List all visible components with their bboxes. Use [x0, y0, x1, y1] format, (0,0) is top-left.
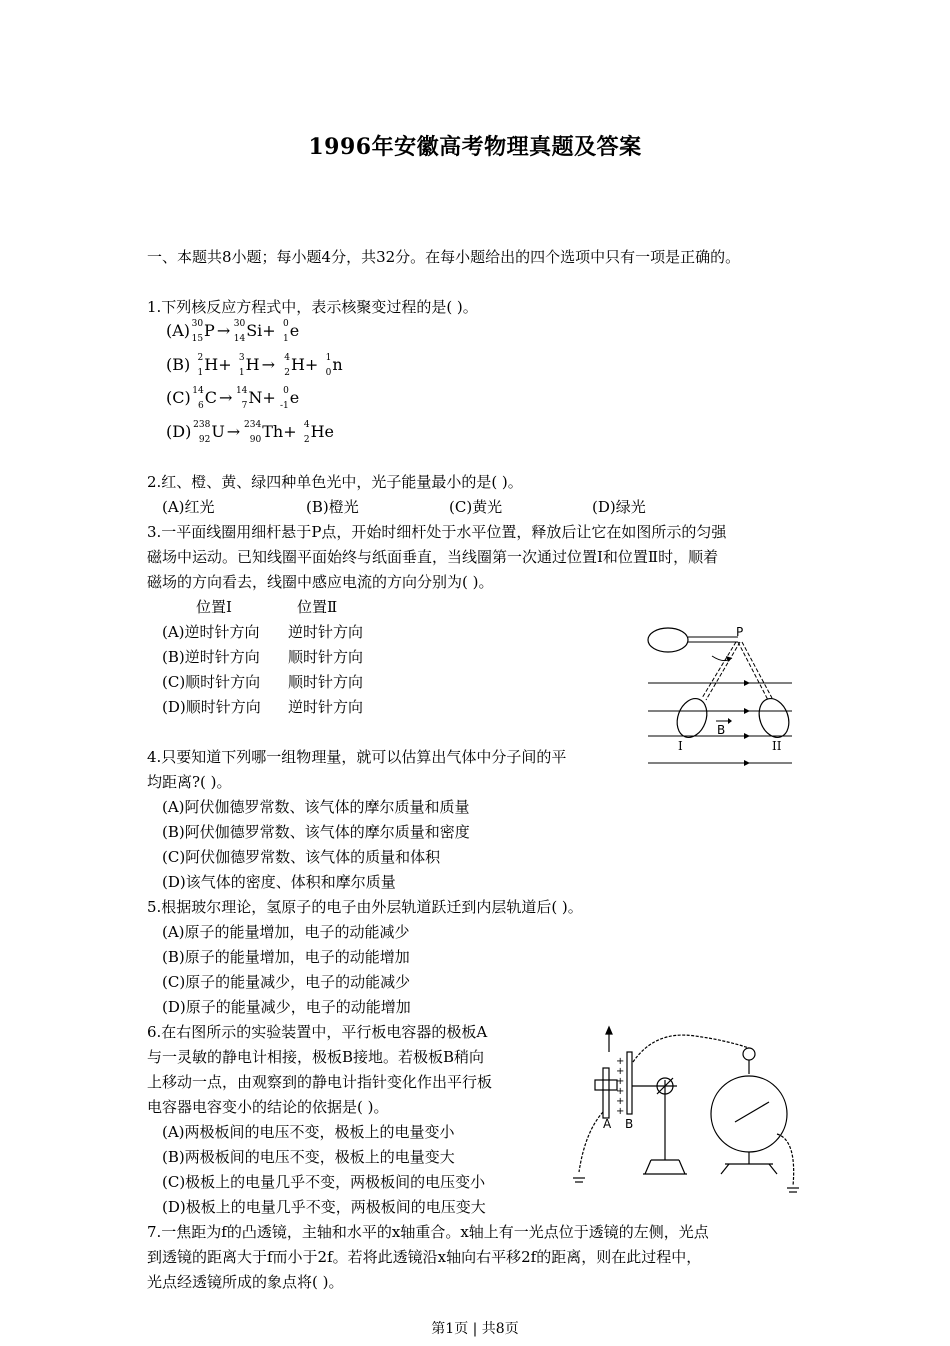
page-title: 1996年安徽高考物理真题及答案 — [308, 134, 642, 160]
element-symbol: He — [310, 422, 335, 441]
svg-text:+: + — [616, 1066, 625, 1077]
nuclide-numbers — [232, 352, 246, 378]
reaction-arrow: → — [226, 422, 241, 441]
atomic-number: -1 — [280, 400, 289, 411]
mass-number: 0 — [282, 318, 289, 329]
question-1-option-c — [166, 385, 300, 411]
mass-number: 0 — [283, 385, 289, 396]
nuclide-numbers — [318, 352, 332, 378]
figure-label-plate-a: A — [603, 1117, 612, 1131]
question-4-option-d: (D)该气体的密度、体积和摩尔质量 — [162, 873, 396, 891]
atomic-number: 0 — [325, 367, 332, 378]
nuclide-numbers — [277, 352, 291, 378]
question-4-option-a: (A)阿伏伽德罗常数、该气体的摩尔质量和质量 — [162, 798, 470, 816]
question-4-stem-line: 4.只要知道下列哪一组物理量，就可以估算出气体中分子间的平 — [147, 748, 567, 766]
mass-number: 1 — [325, 352, 332, 363]
question-7-stem-line: 7.一焦距为f的凸透镜，主轴和水平的x轴重合。x轴上有一光点位于透镜的左侧，光点 — [147, 1223, 709, 1241]
mass-number: 3 — [238, 352, 245, 363]
atomic-number: 14 — [233, 333, 246, 344]
mass-number: 30 — [233, 318, 246, 329]
element-symbol: Si — [246, 321, 263, 340]
svg-text:+: + — [616, 1086, 625, 1097]
element-symbol: e — [289, 388, 300, 407]
mass-number: 14 — [235, 385, 248, 396]
atomic-number: 1 — [238, 367, 245, 378]
question-7-stem-line: 光点经透镜所成的象点将( )。 — [147, 1273, 344, 1291]
svg-text:+: + — [616, 1076, 625, 1087]
question-3-stem-line: 3.一平面线圈用细杆悬于P点，开始时细杆处于水平位置，释放后让它在如图所示的匀强 — [147, 523, 727, 541]
question-1-option-a — [166, 318, 300, 344]
question-2-stem: 2.红、橙、黄、绿四种单色光中，光子能量最小的是( )。 — [147, 473, 523, 491]
svg-text:+: + — [616, 1106, 625, 1117]
reaction-arrow: → — [218, 388, 233, 407]
question-6-stem-line: 电容器电容变小的结论的依据是( )。 — [147, 1098, 389, 1116]
question-6-stem-line: 6.在右图所示的实验装置中，平行板电容器的极板A — [147, 1023, 488, 1041]
question-4-stem-line: 均距离?( )。 — [147, 773, 232, 791]
element-symbol: H — [245, 355, 260, 374]
plus-sign: + — [304, 355, 319, 374]
question-5-option-a: (A)原子的能量增加，电子的动能减少 — [162, 923, 410, 941]
question-5-option-d: (D)原子的能量减少，电子的动能增加 — [162, 998, 411, 1016]
question-2-option-b: (B)橙光 — [306, 498, 359, 516]
question-6-option-a: (A)两极板间的电压不变，极板上的电量变小 — [162, 1123, 455, 1141]
option-label: (C) — [166, 388, 191, 407]
atomic-number: 92 — [198, 434, 211, 445]
svg-text:+: + — [616, 1056, 625, 1067]
atomic-number: 1 — [197, 367, 204, 378]
question-4-option-c: (C)阿伏伽德罗常数、该气体的质量和体积 — [162, 848, 441, 866]
capacitor-electrometer-figure — [565, 1022, 810, 1197]
element-symbol: U — [211, 422, 225, 441]
section-header: 一、本题共8小题；每小题4分，共32分。在每小题给出的四个选项中只有一项是正确的。 — [147, 248, 741, 266]
nuclide-numbers — [190, 352, 204, 378]
atomic-number: 2 — [284, 367, 290, 378]
question-6-stem-line: 上移动一点，由观察到的静电计指针变化作出平行板 — [147, 1073, 493, 1091]
page-footer: 第1页 | 共8页 — [431, 1321, 519, 1337]
element-symbol: e — [289, 321, 300, 340]
figure-label-position-1: I — [678, 739, 683, 753]
question-3-option-b-pos2: 顺时针方向 — [288, 648, 364, 666]
reaction-arrow: → — [261, 355, 275, 374]
mass-number: 4 — [284, 352, 290, 363]
element-symbol: Th — [262, 422, 284, 441]
question-1-option-b — [166, 352, 343, 378]
mass-number: 238 — [193, 419, 211, 430]
question-3-option-b: (B)逆时针方向 — [162, 648, 260, 666]
question-6-option-d: (D)极板上的电量几乎不变，两极板间的电压变大 — [162, 1198, 486, 1216]
option-label: (B) — [166, 355, 191, 374]
plus-sign: + — [283, 422, 297, 441]
element-symbol: N — [248, 388, 263, 407]
question-3-option-a-pos2: 逆时针方向 — [288, 623, 364, 641]
question-3-col-header: 位置Ⅱ — [297, 598, 338, 616]
question-3-stem-line: 磁场的方向看去，线圈中感应电流的方向分别为( )。 — [147, 573, 494, 591]
element-symbol: P — [204, 321, 215, 340]
element-symbol: H — [290, 355, 305, 374]
plus-sign: + — [262, 321, 276, 340]
reaction-arrow: → — [216, 321, 231, 340]
mass-number: 234 — [244, 419, 262, 430]
nuclide-numbers — [276, 318, 290, 344]
figure-label-b: B — [717, 723, 726, 737]
question-3-option-c-pos2: 顺时针方向 — [288, 673, 364, 691]
mass-number: 2 — [197, 352, 204, 363]
question-6-option-c: (C)极板上的电量几乎不变，两极板间的电压变小 — [162, 1173, 486, 1191]
option-label: (D) — [166, 422, 192, 441]
question-3-option-a: (A)逆时针方向 — [162, 623, 260, 641]
coil-magnetic-field-figure — [640, 618, 800, 774]
question-7-stem-line: 到透镜的距离大于f而小于2f。若将此透镜沿x轴向右平移2f的距离，则在此过程中， — [147, 1248, 702, 1266]
question-3-option-d: (D)顺时针方向 — [162, 698, 261, 716]
question-3-col-header: 位置Ⅰ — [196, 598, 232, 616]
question-4-option-b: (B)阿伏伽德罗常数、该气体的摩尔质量和密度 — [162, 823, 470, 841]
nuclide-numbers — [190, 318, 204, 344]
question-5-option-c: (C)原子的能量减少，电子的动能减少 — [162, 973, 411, 991]
element-symbol: H — [204, 355, 219, 374]
question-2-option-d: (D)绿光 — [592, 498, 646, 516]
nuclide-numbers — [234, 385, 248, 411]
nuclide-numbers — [276, 385, 290, 411]
plus-sign: + — [218, 355, 232, 374]
nuclide-numbers — [297, 419, 311, 445]
nuclide-numbers — [232, 318, 246, 344]
element-symbol: C — [204, 388, 217, 407]
question-3-option-c: (C)顺时针方向 — [162, 673, 261, 691]
question-2-option-c: (C)黄光 — [449, 498, 503, 516]
question-6-option-b: (B)两极板间的电压不变，极板上的电量变大 — [162, 1148, 455, 1166]
question-1-stem: 1.下列核反应方程式中，表示核聚变过程的是( )。 — [147, 298, 478, 316]
atomic-number: 90 — [249, 434, 262, 445]
nuclide-numbers — [242, 419, 262, 445]
option-label: (A) — [166, 321, 191, 340]
question-6-stem-line: 与一灵敏的静电计相接，极板B接地。若极板B稍向 — [147, 1048, 485, 1066]
atomic-number: 1 — [282, 333, 289, 344]
plus-sign: + — [262, 388, 276, 407]
mass-number: 30 — [191, 318, 204, 329]
figure-label-position-2: II — [772, 739, 782, 753]
element-symbol: n — [332, 355, 343, 374]
figure-label-p: P — [736, 625, 744, 639]
mass-number: 4 — [303, 419, 310, 430]
question-5-stem: 5.根据玻尔理论，氢原子的电子由外层轨道跃迁到内层轨道后( )。 — [147, 898, 583, 916]
nuclide-numbers — [191, 419, 211, 445]
svg-text:+: + — [616, 1096, 625, 1107]
question-3-option-d-pos2: 逆时针方向 — [288, 698, 364, 716]
question-2-option-a: (A)红光 — [162, 498, 215, 516]
figure-label-plate-b: B — [625, 1117, 634, 1131]
question-3-stem-line: 磁场中运动。已知线圈平面始终与纸面垂直，当线圈第一次通过位置Ⅰ和位置Ⅱ时，顺着 — [147, 548, 719, 566]
question-5-option-b: (B)原子的能量增加，电子的动能增加 — [162, 948, 410, 966]
atomic-number: 7 — [241, 400, 248, 411]
atomic-number: 2 — [303, 434, 310, 445]
atomic-number: 15 — [191, 333, 204, 344]
atomic-number: 6 — [198, 400, 204, 411]
mass-number: 14 — [192, 385, 204, 396]
nuclide-numbers — [191, 385, 205, 411]
question-1-option-d — [166, 419, 335, 445]
